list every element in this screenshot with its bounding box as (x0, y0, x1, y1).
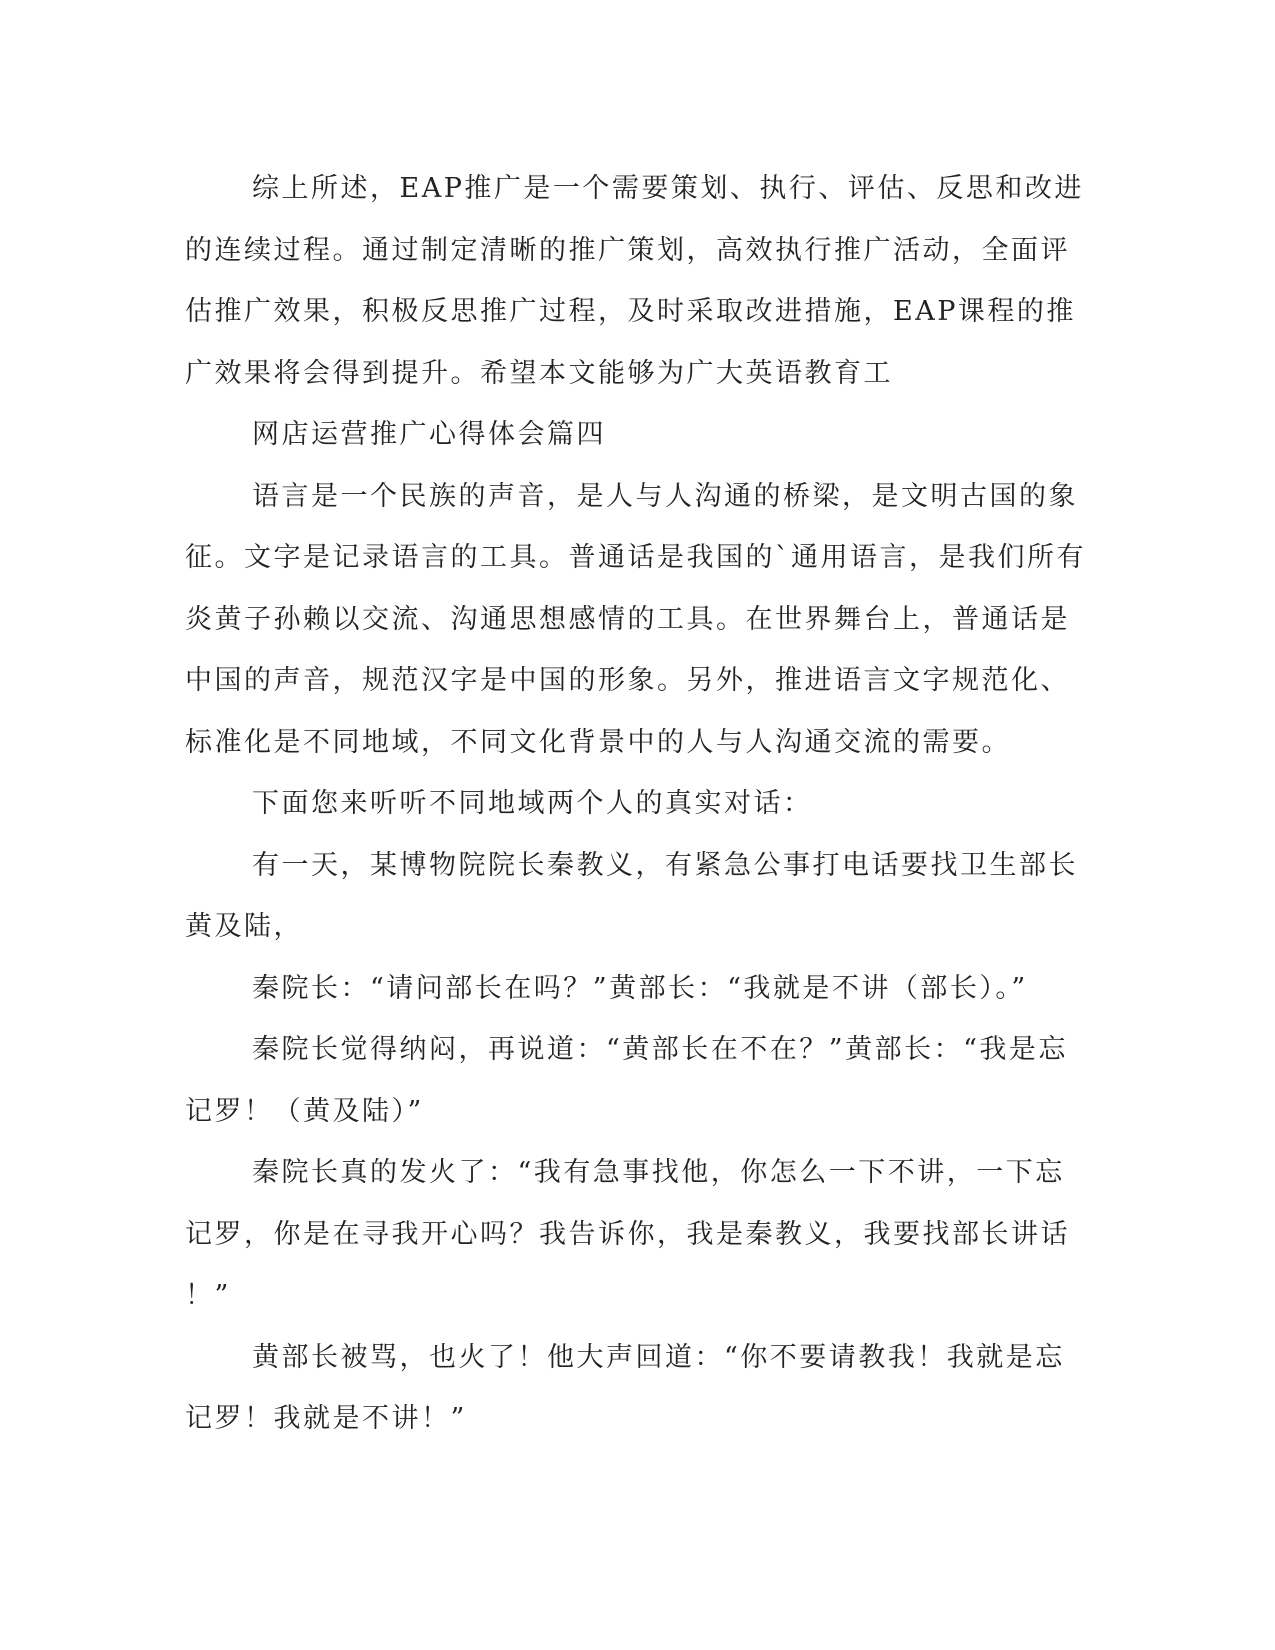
text-line: 下面您来听听不同地域两个人的真实对话： (252, 788, 813, 819)
text-line: 的连续过程。通过制定清晰的推广策划，高效执行推广活动，全面评 (185, 234, 1070, 266)
text-line: 标准化是不同地域，不同文化背景中的人与人沟通交流的需要。 (185, 726, 1011, 758)
paragraph-story-start (185, 835, 1078, 958)
text-line: 估推广效果，积极反思推广过程，及时采取改进措施，EAP课程的推 (185, 296, 1076, 327)
text-line: 综上所述，EAP推广是一个需要策划、执行、评估、反思和改进 (252, 173, 1084, 204)
text-line: 秦院长真的发火了：“我有急事找他，你怎么一下不讲，一下忘 (252, 1157, 1065, 1188)
paragraph-dialogue-3 (185, 1142, 1070, 1327)
text-line: 秦院长觉得纳闷，再说道：“黄部长在不在？”黄部长：“我是忘 (252, 1034, 1068, 1065)
text-line: 语言是一个民族的声音，是人与人沟通的桥梁，是文明古国的象 (252, 480, 1078, 512)
text-line: 炎黄子孙赖以交流、沟通思想感情的工具。在世界舞台上，普通话是 (185, 603, 1070, 635)
text-line: 广效果将会得到提升。希望本文能够为广大英语教育工 (185, 357, 893, 389)
paragraph-dialogue-4 (185, 1327, 1065, 1450)
text-line: 征。文字是记录语言的工具。普通话是我国的`通用语言，是我们所有 (185, 542, 1086, 573)
text-line: 秦院长：“请问部长在吗？”黄部长：“我就是不讲（部长）。” (252, 972, 1028, 1004)
paragraph-eap-summary (185, 158, 1084, 404)
text-line: 记罗，你是在寻我开心吗？我告诉你，我是秦教义，我要找部长讲话 (185, 1218, 1070, 1250)
paragraph-language-intro (185, 466, 1086, 774)
section-title: 网店运营推广心得体会篇四 (252, 419, 606, 450)
document-body (185, 158, 1086, 1450)
text-line: 黄及陆， (185, 911, 303, 942)
text-line: 有一天，某博物院院长秦教义，有紧急公事打电话要找卫生部长 (252, 849, 1078, 881)
text-line: 记罗！（黄及陆）” (185, 1095, 424, 1127)
text-line: 记罗！我就是不讲！” (185, 1403, 467, 1434)
text-line: ！” (185, 1280, 231, 1311)
section-heading (185, 404, 1065, 466)
text-line: 黄部长被骂，也火了！他大声回道：“你不要请教我！我就是忘 (252, 1341, 1065, 1373)
paragraph-dialogue-2 (185, 1019, 1068, 1142)
paragraph-dialogue-intro (185, 773, 1065, 835)
text-line: 中国的声音，规范汉字是中国的形象。另外，推进语言文字规范化、 (185, 665, 1070, 696)
paragraph-dialogue-1 (185, 958, 1065, 1020)
